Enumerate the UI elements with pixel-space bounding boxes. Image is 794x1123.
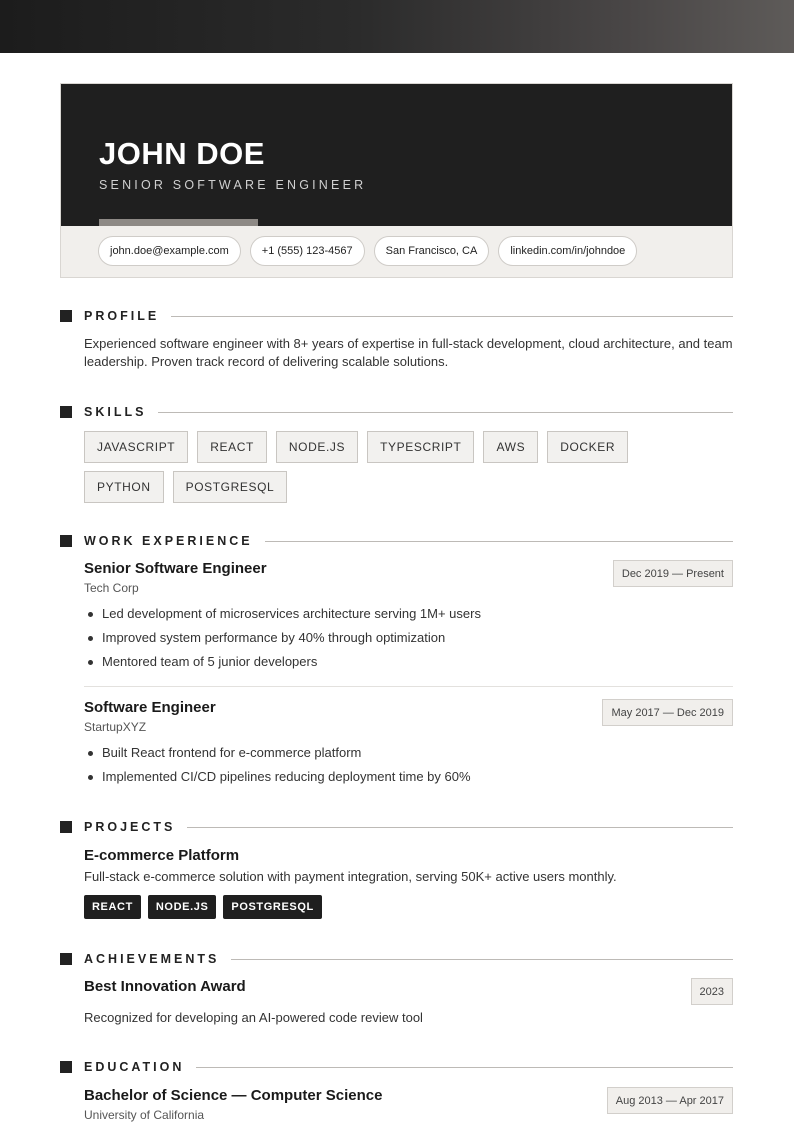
- skill-tag: POSTGRESQL: [173, 471, 288, 503]
- contact-email[interactable]: john.doe@example.com: [98, 236, 241, 266]
- job-company: StartupXYZ: [84, 720, 147, 734]
- achievement-entry: [84, 978, 733, 1027]
- profile-section: [60, 309, 733, 323]
- job-bullets: [84, 605, 733, 677]
- job-entry: [84, 699, 733, 792]
- job-title: Software Engineer: [84, 699, 216, 716]
- achievements-section: [60, 952, 733, 966]
- list-item: Built React frontend for e-commerce platform: [84, 744, 733, 768]
- achievement-description: Recognized for developing an AI-powered code review tool: [84, 1010, 423, 1025]
- achievement-title: Best Innovation Award: [84, 978, 246, 995]
- section-divider: [196, 1067, 733, 1068]
- project-description: Full-stack e-commerce solution with payment integration, serving 50K+ active users monthly.: [84, 869, 617, 884]
- section-title: ACHIEVEMENTS: [84, 952, 220, 966]
- job-bullets: [84, 744, 733, 792]
- skill-tag: PYTHON: [84, 471, 164, 503]
- tech-tag: POSTGRESQL: [223, 895, 321, 919]
- job-dates: May 2017 — Dec 2019: [602, 699, 733, 726]
- skill-tag: TYPESCRIPT: [367, 431, 474, 463]
- project-entry: [84, 847, 733, 919]
- section-marker-icon: [60, 310, 72, 322]
- achievement-year: 2023: [691, 978, 733, 1005]
- resume-header: [60, 83, 733, 278]
- job-company: Tech Corp: [84, 581, 139, 595]
- section-marker-icon: [60, 821, 72, 833]
- project-tags: [84, 895, 733, 919]
- section-marker-icon: [60, 535, 72, 547]
- candidate-name: JOHN DOE: [99, 136, 265, 171]
- list-item: Mentored team of 5 junior developers: [84, 653, 733, 677]
- top-banner: [0, 0, 794, 53]
- section-title: EDUCATION: [84, 1060, 185, 1074]
- job-dates: Dec 2019 — Present: [613, 560, 733, 587]
- project-name: E-commerce Platform: [84, 847, 240, 864]
- list-item: Implemented CI/CD pipelines reducing deployment time by 60%: [84, 768, 733, 792]
- section-title: PROFILE: [84, 309, 160, 323]
- list-item: Led development of microservices architecture serving 1M+ users: [84, 605, 733, 629]
- skill-tag: AWS: [483, 431, 538, 463]
- skill-tag: REACT: [197, 431, 267, 463]
- section-title: PROJECTS: [84, 820, 176, 834]
- education-section: [60, 1060, 733, 1074]
- education-school: University of California: [84, 1108, 205, 1122]
- section-marker-icon: [60, 1061, 72, 1073]
- profile-text: Experienced software engineer with 8+ years of expertise in full-stack development, cloud architecture, and team leadership. Proven track record of delivering scalable solutions.: [84, 336, 733, 369]
- tech-tag: REACT: [84, 895, 141, 919]
- section-divider: [158, 412, 733, 413]
- tech-tag: NODE.JS: [148, 895, 217, 919]
- projects-section: [60, 820, 733, 834]
- skills-section: [60, 405, 733, 419]
- contact-linkedin[interactable]: linkedin.com/in/johndoe: [498, 236, 637, 266]
- contact-chips: [98, 236, 637, 266]
- section-title: SKILLS: [84, 405, 147, 419]
- candidate-title: SENIOR SOFTWARE ENGINEER: [99, 178, 367, 192]
- skills-list: [84, 431, 684, 503]
- skill-tag: NODE.JS: [276, 431, 358, 463]
- job-title: Senior Software Engineer: [84, 560, 267, 577]
- job-divider: [84, 686, 733, 687]
- section-divider: [265, 541, 733, 542]
- experience-section: [60, 534, 733, 548]
- section-marker-icon: [60, 406, 72, 418]
- education-dates: Aug 2013 — Apr 2017: [607, 1087, 733, 1114]
- contact-phone[interactable]: +1 (555) 123-4567: [250, 236, 365, 266]
- contact-location: San Francisco, CA: [374, 236, 490, 266]
- education-entry: [84, 1087, 733, 1122]
- list-item: Improved system performance by 40% through optimization: [84, 629, 733, 653]
- job-entry: [84, 560, 733, 677]
- skill-tag: DOCKER: [547, 431, 628, 463]
- header-accent-bar: [99, 219, 258, 226]
- education-degree: Bachelor of Science — Computer Science: [84, 1087, 383, 1104]
- section-divider: [187, 827, 733, 828]
- section-marker-icon: [60, 953, 72, 965]
- skill-tag: JAVASCRIPT: [84, 431, 188, 463]
- section-divider: [171, 316, 733, 317]
- section-title: WORK EXPERIENCE: [84, 534, 253, 548]
- section-divider: [231, 959, 733, 960]
